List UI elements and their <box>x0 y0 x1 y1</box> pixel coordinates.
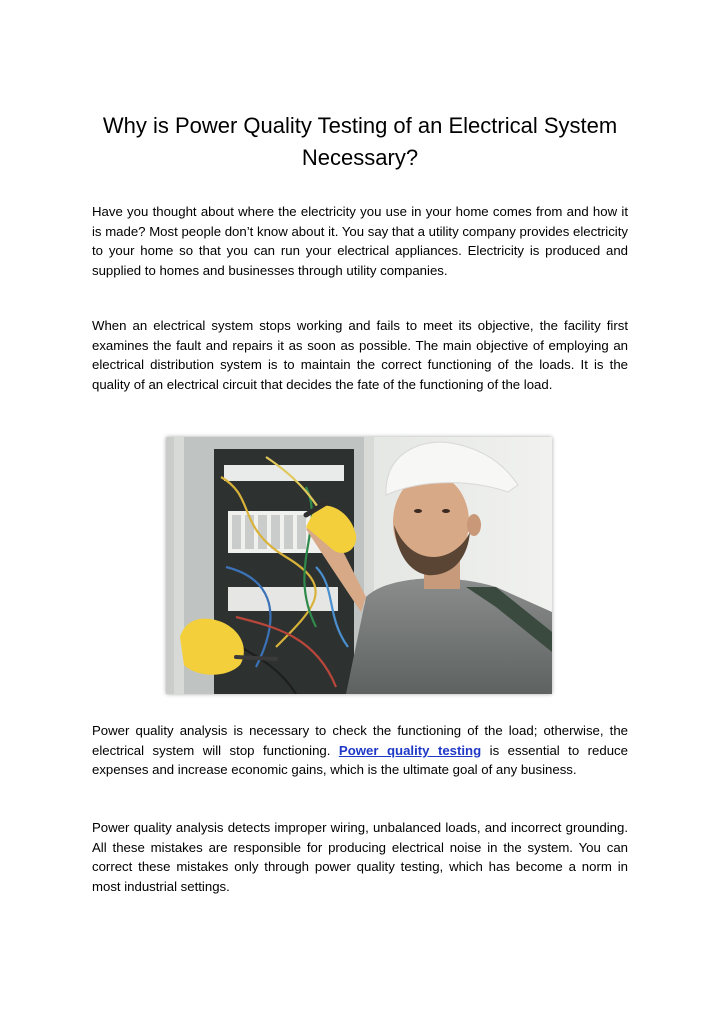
paragraph-1: Have you thought about where the electricity you use in your home comes from and how it is made? Most people don’t know about it. You say that a utility company provides electricity to your home so that you can run your electrical appliances. Electricity is produced and supplied to homes and businesses through utility companies. <box>92 204 628 278</box>
page-title: Why is Power Quality Testing of an Electrical System Necessary? <box>102 113 618 170</box>
paragraph-3 <box>92 721 628 780</box>
power-quality-testing-link[interactable]: Power quality testing <box>338 742 482 758</box>
paragraph-3-text-after: is essential to reduce expenses and increase economic gains, which is the ultimate goal of any business. <box>92 742 628 778</box>
paragraph-2: When an electrical system stops working and fails to meet its objective, the facility first examines the fault and repairs it as soon as possible. The main objective of employing an electrical distribution system is to maintain the correct functioning of the loads. It is the quality of an electrical circuit that decides the fate of the functioning of the load. <box>92 318 628 392</box>
paragraph-4: Power quality analysis detects improper wiring, unbalanced loads, and incorrect grounding. All these mistakes are responsible for producing electrical noise in the system. You can correct these mistakes only through power quality testing, which has become a norm in most industrial settings. <box>92 820 628 894</box>
paragraph-3-text-before: Power quality analysis is necessary to check the functioning of the load; otherwise, the electrical system will stop functioning. <box>92 723 628 758</box>
electrician-photo <box>166 437 552 694</box>
